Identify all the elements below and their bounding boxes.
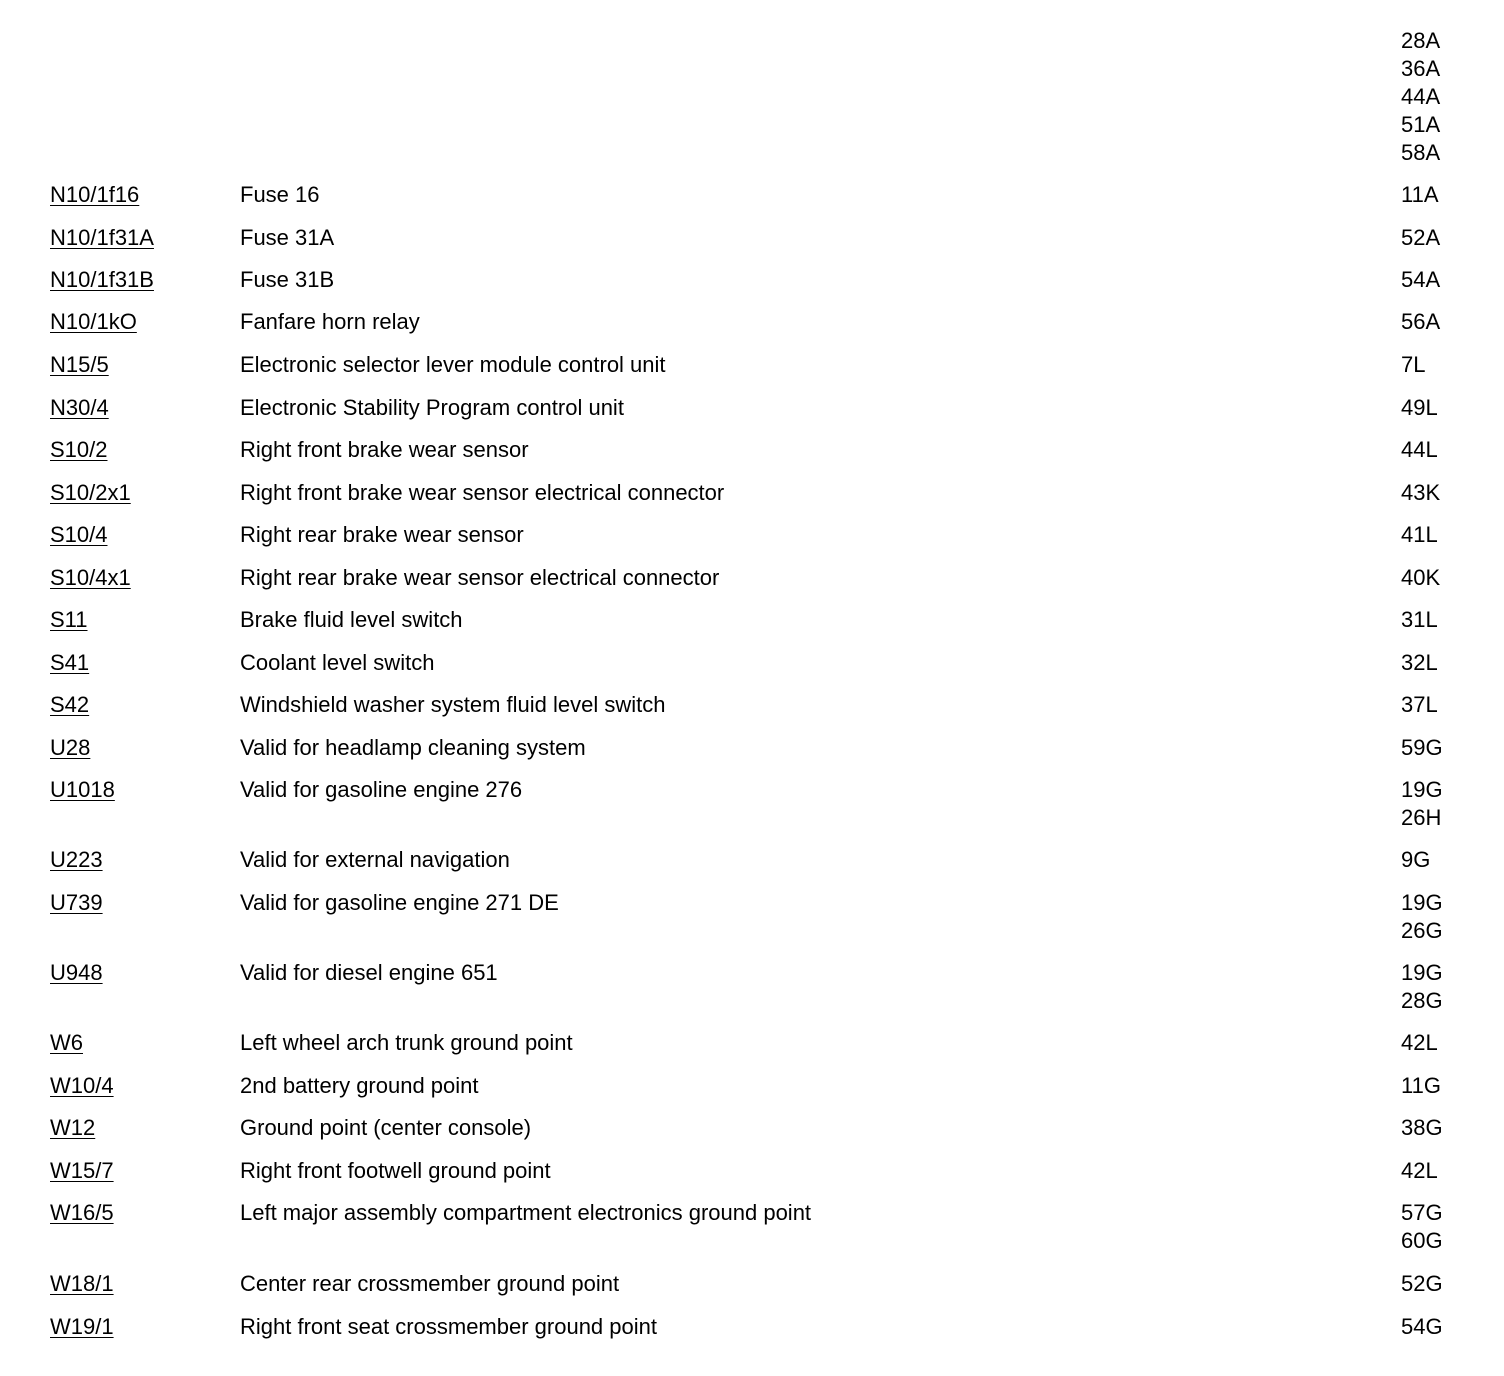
component-code-link[interactable]: U28 <box>50 735 91 760</box>
location-ref: 56A <box>1401 309 1441 334</box>
location-ref: 54G <box>1401 1314 1443 1339</box>
component-description: Brake fluid level switch <box>240 607 463 632</box>
location-list <box>1401 266 1491 294</box>
location-ref: 52G <box>1401 1271 1443 1296</box>
legend-row <box>0 1029 1504 1057</box>
location-list <box>1401 606 1491 634</box>
component-code-link[interactable]: S11 <box>50 607 88 632</box>
legend-row <box>0 846 1504 874</box>
location-ref: 52A <box>1401 225 1441 250</box>
component-description: Right front seat crossmember ground point <box>240 1314 657 1339</box>
component-code-link[interactable]: W18/1 <box>50 1271 114 1296</box>
legend-row <box>0 734 1504 762</box>
location-ref: 60G <box>1401 1228 1443 1253</box>
location-ref: 44A <box>1401 84 1441 109</box>
legend-row <box>0 889 1504 943</box>
location-ref: 19G <box>1401 777 1443 802</box>
legend-row <box>0 181 1504 209</box>
location-list <box>1401 181 1491 209</box>
component-description: Right front brake wear sensor <box>240 437 529 462</box>
legend-row <box>0 351 1504 379</box>
location-list <box>1401 1029 1491 1057</box>
legend-row <box>0 521 1504 549</box>
component-code-link[interactable]: U1018 <box>50 777 115 802</box>
component-description: Valid for external navigation <box>240 847 510 872</box>
location-ref: 9G <box>1401 847 1431 872</box>
location-list <box>1401 649 1491 677</box>
legend-row <box>0 776 1504 830</box>
component-description: Electronic selector lever module control unit <box>240 352 666 377</box>
component-code-link[interactable]: S10/4x1 <box>50 565 131 590</box>
location-list <box>1401 1199 1491 1255</box>
component-description: Center rear crossmember ground point <box>240 1271 620 1296</box>
component-description: Windshield washer system fluid level switch <box>240 692 666 717</box>
component-code-link[interactable]: U948 <box>50 960 103 985</box>
location-list <box>1401 308 1491 336</box>
legend-row <box>0 266 1504 294</box>
location-list <box>1401 394 1491 422</box>
legend-row <box>0 224 1504 252</box>
location-list <box>1401 691 1491 719</box>
location-ref: 11A <box>1401 182 1439 207</box>
header-location-list <box>1401 27 1491 167</box>
legend-row <box>0 691 1504 719</box>
component-code-link[interactable]: S10/2x1 <box>50 480 131 505</box>
component-code-link[interactable]: S41 <box>50 650 90 675</box>
component-description: Fanfare horn relay <box>240 309 420 334</box>
component-description: Valid for gasoline engine 271 DE <box>240 890 559 915</box>
legend-row <box>0 1199 1504 1253</box>
location-list <box>1401 1313 1491 1341</box>
component-description: Ground point (center console) <box>240 1115 532 1140</box>
component-description: Valid for diesel engine 651 <box>240 960 498 985</box>
location-ref: 37L <box>1401 692 1438 717</box>
component-code-link[interactable]: W15/7 <box>50 1158 114 1183</box>
location-ref: 51A <box>1401 112 1441 137</box>
component-code-link[interactable]: N10/1f16 <box>50 182 140 207</box>
component-code-link[interactable]: N10/1f31A <box>50 225 154 250</box>
component-description: Right rear brake wear sensor electrical connector <box>240 565 720 590</box>
location-ref: 38G <box>1401 1115 1443 1140</box>
location-ref: 49L <box>1401 395 1438 420</box>
location-ref: 42L <box>1401 1158 1438 1183</box>
location-ref: 26H <box>1401 805 1442 830</box>
location-list <box>1401 1114 1491 1142</box>
location-ref: 41L <box>1401 522 1438 547</box>
legend-row <box>0 1270 1504 1298</box>
location-list <box>1401 734 1491 762</box>
legend-row <box>0 394 1504 422</box>
location-ref: 19G <box>1401 890 1443 915</box>
location-list <box>1401 224 1491 252</box>
location-list <box>1401 959 1491 1015</box>
component-description: Right front brake wear sensor electrical connector <box>240 480 725 505</box>
component-code-link[interactable]: W16/5 <box>50 1200 114 1225</box>
component-code-link[interactable]: W12 <box>50 1115 96 1140</box>
component-description: Fuse 31A <box>240 225 335 250</box>
location-ref: 44L <box>1401 437 1438 462</box>
location-ref: 31L <box>1401 607 1438 632</box>
location-list <box>1401 564 1491 592</box>
legend-row <box>0 959 1504 1013</box>
legend-row <box>0 564 1504 592</box>
legend-row <box>0 1313 1504 1341</box>
component-code-link[interactable]: S42 <box>50 692 90 717</box>
location-list <box>1401 889 1491 945</box>
component-code-link[interactable]: N30/4 <box>50 395 109 420</box>
legend-row <box>0 1072 1504 1100</box>
component-description: Coolant level switch <box>240 650 435 675</box>
component-description: Valid for gasoline engine 276 <box>240 777 523 802</box>
location-ref: 28A <box>1401 28 1441 53</box>
component-description: Right rear brake wear sensor <box>240 522 524 547</box>
location-list <box>1401 436 1491 464</box>
location-list <box>1401 351 1491 379</box>
component-code-link[interactable]: U223 <box>50 847 103 872</box>
component-description: Electronic Stability Program control unit <box>240 395 624 420</box>
location-ref: 57G <box>1401 1200 1443 1225</box>
location-ref: 32L <box>1401 650 1438 675</box>
component-code-link[interactable]: N10/1f31B <box>50 267 154 292</box>
component-description: Fuse 31B <box>240 267 335 292</box>
location-list <box>1401 1157 1491 1185</box>
legend-row <box>0 1114 1504 1142</box>
component-code-link[interactable]: N15/5 <box>50 352 109 377</box>
component-description: Valid for headlamp cleaning system <box>240 735 586 760</box>
location-ref: 19G <box>1401 960 1443 985</box>
location-list <box>1401 1270 1491 1298</box>
component-code-link[interactable]: W19/1 <box>50 1314 114 1339</box>
legend-row <box>0 1157 1504 1185</box>
component-code-link[interactable]: S10/4 <box>50 522 108 547</box>
location-ref: 43K <box>1401 480 1441 505</box>
location-list <box>1401 846 1491 874</box>
legend-row <box>0 479 1504 507</box>
component-code-link[interactable]: U739 <box>50 890 103 915</box>
location-list <box>1401 776 1491 832</box>
location-ref: 36A <box>1401 56 1441 81</box>
component-description: Left major assembly compartment electronics ground point <box>240 1200 812 1225</box>
component-description: 2nd battery ground point <box>240 1073 479 1098</box>
location-list <box>1401 479 1491 507</box>
component-code-link[interactable]: W6 <box>50 1030 83 1055</box>
legend-row <box>0 649 1504 677</box>
component-code-link[interactable]: W10/4 <box>50 1073 114 1098</box>
location-list <box>1401 1072 1491 1100</box>
location-ref: 11G <box>1401 1073 1441 1098</box>
location-ref: 7L <box>1401 352 1426 377</box>
component-description: Right front footwell ground point <box>240 1158 551 1183</box>
location-list <box>1401 521 1491 549</box>
location-ref: 40K <box>1401 565 1441 590</box>
location-ref: 58A <box>1401 140 1441 165</box>
legend-row <box>0 436 1504 464</box>
component-code-link[interactable]: N10/1kO <box>50 309 137 334</box>
location-ref: 26G <box>1401 918 1443 943</box>
location-ref: 59G <box>1401 735 1443 760</box>
legend-row <box>0 308 1504 336</box>
component-description: Left wheel arch trunk ground point <box>240 1030 573 1055</box>
component-description: Fuse 16 <box>240 182 320 207</box>
location-ref: 28G <box>1401 988 1443 1013</box>
legend-row <box>0 606 1504 634</box>
component-code-link[interactable]: S10/2 <box>50 437 108 462</box>
header-location-row <box>0 27 1504 165</box>
location-ref: 42L <box>1401 1030 1438 1055</box>
location-ref: 54A <box>1401 267 1441 292</box>
